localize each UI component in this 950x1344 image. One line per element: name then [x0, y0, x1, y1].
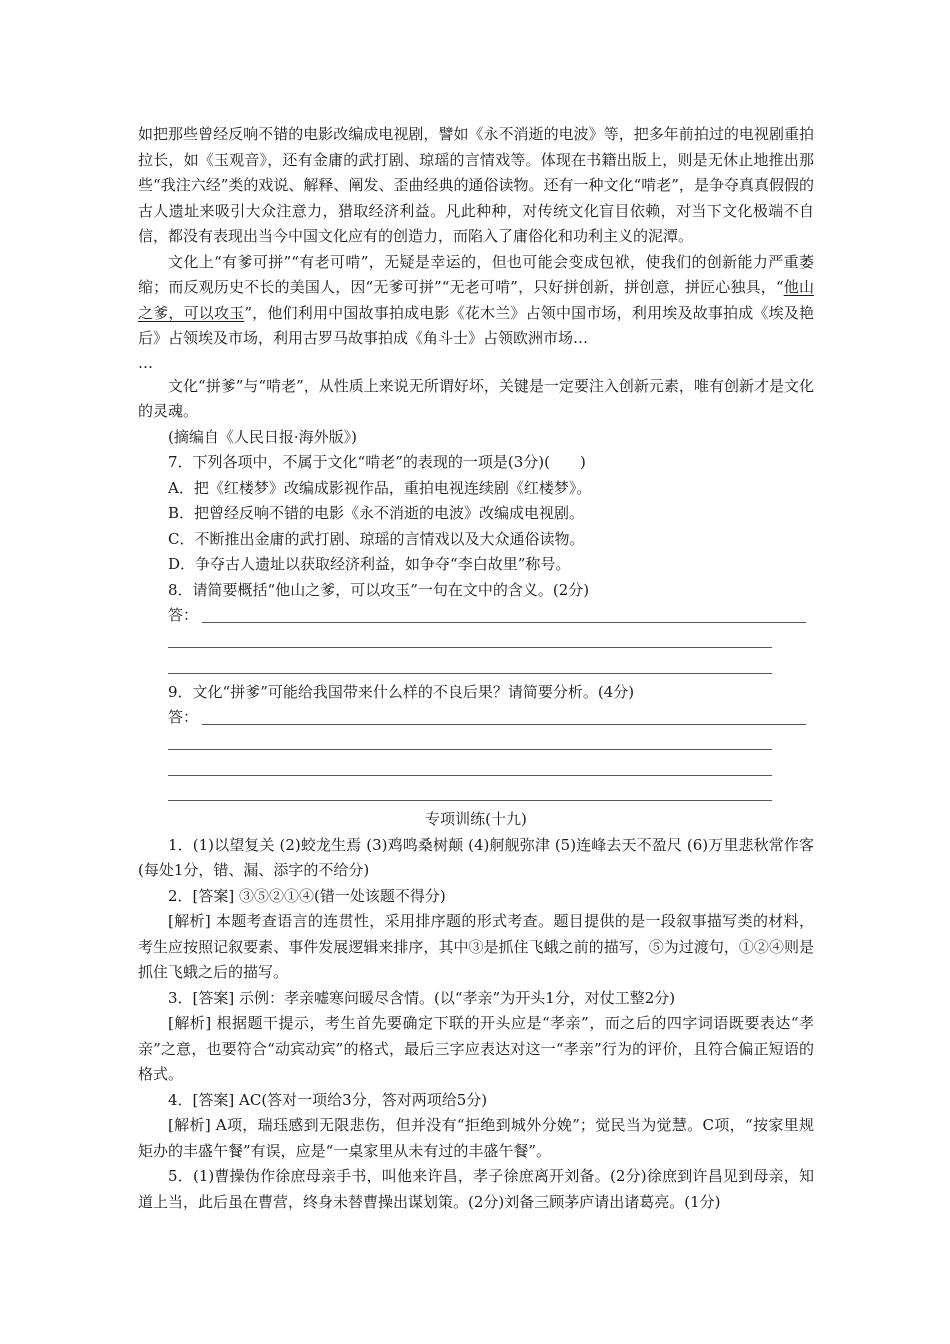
- answer-line[interactable]: [138, 654, 814, 680]
- answer-line[interactable]: [202, 724, 806, 725]
- answer-1: 1．(1)以望复关 (2)蛟龙生焉 (3)鸡鸣桑树颠 (4)舸舰弥津 (5)连峰去天不盈尺 (6)万里悲秋常作客(每处1分，错、漏、添字的不给分): [138, 835, 814, 879]
- question-9-answer-row[interactable]: [138, 705, 814, 731]
- question-7: 7．下列各项中，不属于文化“啃老”的表现的一项是(3分)( ): [168, 453, 586, 471]
- question-7-option-a[interactable]: A．把《红楼梦》改编成影视作品，重拍电视连续剧《红楼梦》。: [168, 478, 592, 497]
- answer-2-analysis: [解析] 本题考查语言的连贯性，采用排序题的形式考查。题目提供的是一段叙事描写类的材料，考生应按照记叙要素、事件发展逻辑来排序，其中③是抓住飞蛾之前的描写，⑤为过渡句，①②④则是抓住飞蛾之后的描写。: [138, 912, 814, 981]
- passage-paragraph-2-end: ”，他们利用中国故事拍成电影《花木兰》占领中国市场，利用埃及故事拍成《埃及艳后》占领埃及市场，利用古罗马故事拍成《角斗士》占领欧洲市场…: [138, 303, 814, 347]
- source-citation: (摘编自《人民日报·海外版》): [168, 427, 357, 446]
- passage-paragraph-2-start: 文化上“有爹可拼”“有老可啃”，无疑是幸运的，但也可能会变成包袱，使我们的创新能力严重萎缩；而反观历史不长的美国人，因“无爹可拼”“无老可啃”，只好拼创新，拼创意，拼匠心独具，“: [138, 252, 814, 296]
- question-7-option-c[interactable]: C．不断推出金庸的武打剧、琼瑶的言情戏以及大众通俗读物。: [168, 529, 585, 548]
- answer-5: 5．(1)曹操伪作徐庶母亲手书，叫他来许昌，孝子徐庶离开刘备。(2分)徐庶到许昌见到母亲，知道上当，此后虽在曹营，终身未替曹操出谋划策。(2分)刘备三顾茅庐请出诸葛亮。(1分): [138, 1167, 814, 1211]
- question-8-answer-row[interactable]: [138, 603, 814, 629]
- passage-paragraph-1: 如把那些曾经反响不错的电影改编成电视剧，譬如《永不消逝的电波》等，把多年前拍过的电视剧重拍拉长，如《玉观音》，还有金庸的武打剧、琼瑶的言情戏等。体现在书籍出版上，则是无休止地推出那些“我注六经”类的戏说、解释、阐发、歪曲经典的通俗读物。还有一种文化“啃老”，是争夺真真假假的古人遗址来吸引大众注意力，猎取经济利益。凡此种种，对传统文化盲目依赖，对当下文化极端不自信，都没有表现出当今中国文化应有的创造力，而陷入了庸俗化和功利主义的泥潭。: [138, 125, 814, 245]
- answer-3-analysis: [解析] 根据题干提示，考生首先要确定下联的开头应是“孝亲”，而之后的四字词语既要表达“孝亲”之意，也要符合“动宾动宾”的格式，最后三字应表达对这一“孝亲”行为的评价，且符合偏正短语的格式。: [138, 1014, 814, 1083]
- answer-4: 4．[答案] AC(答对一项给3分，答对两项给5分): [168, 1090, 488, 1109]
- question-9: 9．文化“拼爹”可能给我国带来什么样的不良后果？请简要分析。(4分): [168, 682, 635, 701]
- underlined-phrase: 他山之爹，可以攻玉: [138, 278, 814, 322]
- section-title: 专项训练(十九): [425, 810, 527, 828]
- answer-3: 3．[答案] 示例：孝亲嘘寒问暖尽含情。(以“孝亲”为开头1分，对仗工整2分): [168, 988, 676, 1007]
- passage-paragraph-2: [138, 250, 814, 352]
- ellipsis-continuation: …: [138, 353, 151, 372]
- answer-line[interactable]: [138, 629, 814, 655]
- answer-2: 2．[答案] ③⑤②①④(错一处该题不得分): [168, 886, 446, 905]
- answer-label: 答：: [168, 606, 199, 624]
- answer-line[interactable]: [138, 756, 814, 782]
- question-7-option-d[interactable]: D．争夺古人遗址以获取经济利益，如争夺“李白故里”称号。: [168, 555, 571, 573]
- answer-label: 答：: [168, 708, 199, 726]
- question-7-option-b[interactable]: B．把曾经反响不错的电影《永不消逝的电波》改编成电视剧。: [168, 504, 585, 522]
- document-page: [138, 122, 814, 1215]
- answer-line[interactable]: [138, 731, 814, 757]
- answer-4-analysis: [解析] A项，瑞珏感到无限悲伤，但并没有“拒绝到城外分娩”；觉民当为觉慧。C项，“按家里规矩办的丰盛午餐”有误，应是“一桌家里从未有过的丰盛午餐”。: [138, 1116, 814, 1160]
- answer-line[interactable]: [202, 622, 806, 623]
- answer-line[interactable]: [138, 782, 814, 808]
- question-8: 8．请简要概括“他山之爹，可以攻玉”一句在文中的含义。(2分): [168, 580, 590, 599]
- passage-paragraph-3: 文化“拼爹”与“啃老”，从性质上来说无所谓好坏，关键是一定要注入创新元素，唯有创新才是文化的灵魂。: [138, 376, 814, 420]
